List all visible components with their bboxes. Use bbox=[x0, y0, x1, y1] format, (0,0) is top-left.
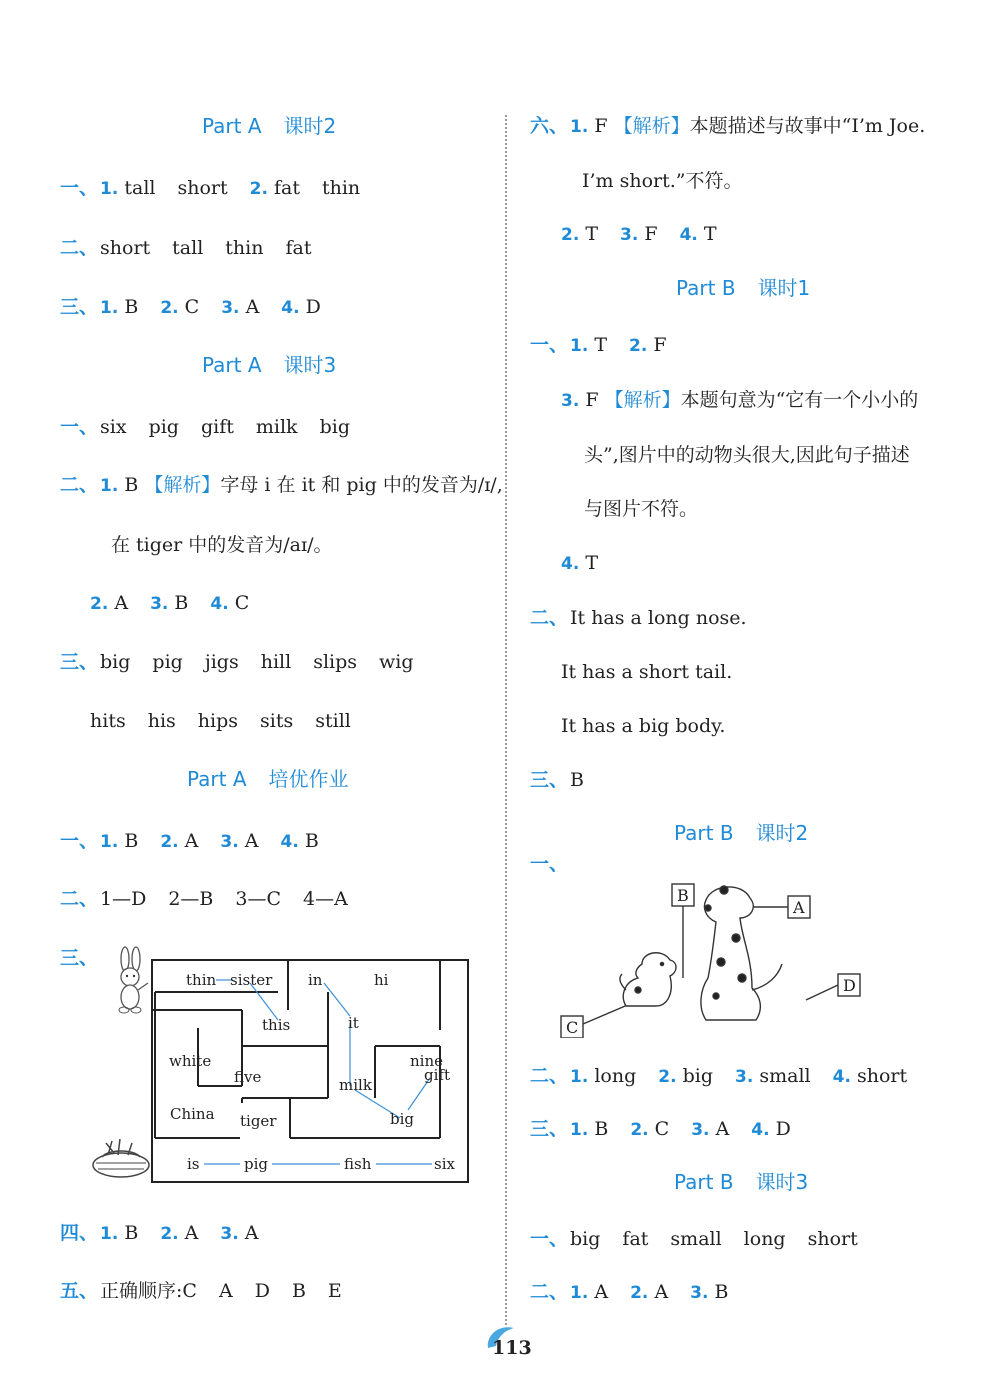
title-part: Part B bbox=[674, 821, 734, 845]
answer: T bbox=[594, 334, 608, 356]
answer: big bbox=[682, 1065, 714, 1087]
answer: A bbox=[114, 592, 129, 614]
title-part: Part A bbox=[187, 767, 247, 791]
answer: A bbox=[715, 1118, 730, 1140]
maze-word: is bbox=[187, 1155, 200, 1173]
answer-line bbox=[60, 176, 360, 201]
analysis-continuation: 在 tiger 中的发音为/aɪ/。 bbox=[111, 534, 333, 556]
word: sits bbox=[260, 710, 294, 732]
word: big bbox=[570, 1228, 601, 1250]
word: fat bbox=[622, 1228, 649, 1250]
page-number: 113 bbox=[492, 1337, 532, 1359]
answer-line bbox=[60, 887, 348, 911]
maze-word: milk bbox=[339, 1076, 372, 1094]
num: 1. bbox=[570, 336, 589, 356]
num: 3. bbox=[220, 1224, 239, 1244]
analysis-tag: 【解析】 bbox=[604, 389, 681, 411]
num: 2. bbox=[160, 298, 179, 318]
num: 2. bbox=[561, 225, 580, 245]
word: C bbox=[182, 1280, 197, 1302]
question-label: 六、 bbox=[530, 115, 569, 137]
question-label: 一、 bbox=[530, 1228, 569, 1250]
maze-word: six bbox=[434, 1155, 455, 1173]
analysis-continuation: 与图片不符。 bbox=[584, 498, 699, 520]
maze-word: white bbox=[169, 1052, 212, 1070]
word: short bbox=[100, 237, 151, 259]
answer: B bbox=[124, 296, 139, 318]
question-label: 二、 bbox=[530, 1065, 569, 1087]
answer-line bbox=[60, 415, 350, 439]
maze-word: big bbox=[390, 1110, 415, 1128]
word: gift bbox=[200, 416, 234, 438]
analysis-text: 本题描述与故事中“I’m Joe. bbox=[689, 115, 926, 137]
word: wig bbox=[379, 651, 414, 673]
answer-line bbox=[530, 606, 747, 630]
box-label: B bbox=[677, 886, 689, 905]
sentence: It has a long nose. bbox=[570, 607, 747, 629]
basket-icon bbox=[88, 1135, 154, 1181]
maze-word: thin bbox=[186, 971, 217, 989]
num: 1. bbox=[100, 832, 119, 852]
answer: B bbox=[304, 830, 319, 852]
answer: B bbox=[174, 592, 189, 614]
title-lesson: 课时2 bbox=[283, 114, 337, 138]
num: 3. bbox=[221, 298, 240, 318]
num: 4. bbox=[751, 1120, 770, 1140]
word: 4—A bbox=[303, 888, 348, 910]
num: 1. bbox=[100, 179, 119, 199]
title-lesson: 课时3 bbox=[283, 353, 337, 377]
answer-line bbox=[561, 222, 717, 247]
question-label: 三、 bbox=[530, 769, 569, 791]
answer-line bbox=[60, 1221, 258, 1246]
word: E bbox=[327, 1280, 342, 1302]
answer: B bbox=[594, 1118, 609, 1140]
maze-word: hi bbox=[374, 971, 389, 989]
num: 1. bbox=[100, 476, 119, 496]
column-divider bbox=[505, 115, 507, 1325]
question-label bbox=[530, 852, 570, 876]
title-part: Part B bbox=[674, 1170, 734, 1194]
word: fat bbox=[273, 177, 300, 199]
word: milk bbox=[255, 416, 298, 438]
num: 2. bbox=[249, 179, 268, 199]
box-label: A bbox=[793, 898, 805, 917]
word: small bbox=[670, 1228, 722, 1250]
analysis-text: 字母 i 在 it 和 pig 中的发音为/ɪ/, bbox=[220, 474, 503, 496]
maze-word: sister bbox=[230, 971, 273, 989]
analysis-continuation: I’m short.”不符。 bbox=[582, 170, 743, 192]
answer-line bbox=[90, 591, 249, 616]
word: thin bbox=[225, 237, 264, 259]
question-label: 二、 bbox=[60, 237, 99, 259]
num: 3. bbox=[220, 832, 239, 852]
word: still bbox=[315, 710, 351, 732]
num: 3. bbox=[735, 1067, 754, 1087]
num: 2. bbox=[160, 1224, 179, 1244]
word: tall bbox=[172, 237, 204, 259]
sentence: It has a big body. bbox=[561, 715, 726, 737]
word: B bbox=[291, 1280, 306, 1302]
answer: D bbox=[305, 296, 321, 318]
maze-word: this bbox=[262, 1016, 291, 1034]
dogs-diagram bbox=[556, 878, 866, 1038]
word: fat bbox=[285, 237, 312, 259]
word: 1—D bbox=[100, 888, 147, 910]
word: 2—B bbox=[168, 888, 214, 910]
num: 3. bbox=[150, 594, 169, 614]
question-label: 二、 bbox=[60, 474, 99, 496]
answer-line bbox=[60, 473, 503, 498]
section-title-partb-1 bbox=[676, 275, 810, 301]
answer: T bbox=[585, 223, 599, 245]
answer-line bbox=[530, 768, 584, 792]
section-title-partb-2 bbox=[674, 820, 808, 846]
answer-line bbox=[561, 388, 918, 413]
maze-word: pig bbox=[244, 1155, 269, 1173]
word: six bbox=[100, 416, 127, 438]
question-label: 一、 bbox=[60, 416, 99, 438]
answer-line bbox=[561, 551, 598, 576]
answer: T bbox=[585, 552, 599, 574]
title-lesson: 课时2 bbox=[755, 821, 809, 845]
question-label: 三、 bbox=[60, 296, 99, 318]
question-label: 二、 bbox=[530, 607, 569, 629]
word: hips bbox=[197, 710, 239, 732]
question-label: 三、 bbox=[530, 1118, 569, 1140]
num: 2. bbox=[630, 1283, 649, 1303]
sentence: It has a short tail. bbox=[561, 661, 733, 683]
answer: long bbox=[594, 1065, 637, 1087]
word: hits bbox=[90, 710, 126, 732]
num: 1. bbox=[570, 117, 589, 137]
order-label: 正确顺序: bbox=[100, 1280, 183, 1302]
num: 3. bbox=[691, 1120, 710, 1140]
title-part: Part A bbox=[202, 353, 262, 377]
num: 3. bbox=[690, 1283, 709, 1303]
answer-line bbox=[90, 709, 351, 733]
word: short bbox=[807, 1228, 858, 1250]
answer: F bbox=[594, 115, 608, 137]
answer: C bbox=[654, 1118, 670, 1140]
question-label: 一、 bbox=[530, 334, 569, 356]
title-lesson: 培优作业 bbox=[268, 767, 349, 791]
maze-word: gift bbox=[424, 1066, 450, 1084]
section-title-parta-2 bbox=[202, 113, 336, 139]
maze-word: five bbox=[234, 1068, 262, 1086]
answer: A bbox=[245, 296, 260, 318]
num: 4. bbox=[281, 298, 300, 318]
analysis-text: 本题句意为“它有一个小小的 bbox=[680, 389, 919, 411]
answer: A bbox=[244, 830, 259, 852]
num: 1. bbox=[100, 1224, 119, 1244]
maze-word: in bbox=[308, 971, 323, 989]
word: tall bbox=[124, 177, 156, 199]
num: 1. bbox=[570, 1067, 589, 1087]
word: pig bbox=[148, 416, 179, 438]
answer-line bbox=[60, 295, 321, 320]
num: 2. bbox=[90, 594, 109, 614]
answer: B bbox=[570, 769, 584, 791]
num: 2. bbox=[160, 832, 179, 852]
answer: F bbox=[585, 389, 599, 411]
answer: A bbox=[654, 1281, 669, 1303]
title-lesson: 课时1 bbox=[757, 276, 811, 300]
answer: B bbox=[714, 1281, 729, 1303]
word: short bbox=[177, 177, 228, 199]
analysis-tag: 【解析】 bbox=[144, 474, 221, 496]
answer: A bbox=[184, 830, 199, 852]
title-lesson: 课时3 bbox=[755, 1170, 809, 1194]
answer-line bbox=[60, 236, 311, 260]
num: 4. bbox=[561, 554, 580, 574]
question-label: 三、 bbox=[60, 651, 99, 673]
answer-line bbox=[530, 1227, 858, 1251]
section-title-parta-3 bbox=[202, 352, 336, 378]
analysis-continuation: 头”,图片中的动物头很大,因此句子描述 bbox=[584, 444, 910, 466]
question-label: 四、 bbox=[60, 1222, 99, 1244]
answer-line bbox=[60, 1279, 342, 1303]
page-number-badge bbox=[484, 1322, 538, 1362]
answer: F bbox=[644, 223, 658, 245]
num: 2. bbox=[629, 336, 648, 356]
section-title-parta-extra bbox=[187, 766, 349, 792]
word: big bbox=[319, 416, 350, 438]
question-label bbox=[60, 946, 100, 970]
question-label: 二、 bbox=[60, 888, 99, 910]
maze-word: it bbox=[348, 1014, 359, 1032]
num: 3. bbox=[620, 225, 639, 245]
answer-line bbox=[530, 114, 925, 139]
answer: short bbox=[856, 1065, 908, 1087]
maze-word: China bbox=[170, 1105, 215, 1123]
word: thin bbox=[321, 177, 361, 199]
question-label: 一、 bbox=[60, 177, 99, 199]
num: 1. bbox=[100, 298, 119, 318]
maze-word: nine bbox=[410, 1052, 443, 1070]
num: 1. bbox=[570, 1283, 589, 1303]
answer-line bbox=[530, 1117, 791, 1142]
answer-line bbox=[530, 1280, 728, 1305]
word: hill bbox=[260, 651, 292, 673]
question-label: 五、 bbox=[60, 1280, 99, 1302]
question-label: 一、 bbox=[60, 830, 99, 852]
question-label: 二、 bbox=[530, 1281, 569, 1303]
maze-word: tiger bbox=[240, 1112, 277, 1130]
answer: A bbox=[594, 1281, 609, 1303]
title-part: Part A bbox=[202, 114, 262, 138]
word: D bbox=[254, 1280, 270, 1302]
num: 4. bbox=[210, 594, 229, 614]
box-label: C bbox=[566, 1018, 579, 1037]
word: big bbox=[100, 651, 131, 673]
answer: C bbox=[184, 296, 200, 318]
num: 3. bbox=[561, 391, 580, 411]
word: long bbox=[743, 1228, 786, 1250]
answer-line bbox=[530, 1064, 907, 1089]
section-title-partb-3 bbox=[674, 1169, 808, 1195]
answer: T bbox=[703, 223, 717, 245]
question-label-text: 三、 bbox=[60, 947, 99, 969]
answer: F bbox=[653, 334, 667, 356]
num: 4. bbox=[679, 225, 698, 245]
answer-line bbox=[530, 333, 667, 358]
num: 1. bbox=[570, 1120, 589, 1140]
maze-diagram bbox=[150, 958, 470, 1186]
question-label-text: 一、 bbox=[530, 853, 569, 875]
answer: B bbox=[124, 474, 139, 496]
num: 2. bbox=[658, 1067, 677, 1087]
word: his bbox=[147, 710, 176, 732]
num: 4. bbox=[280, 832, 299, 852]
word: 3—C bbox=[235, 888, 282, 910]
analysis-tag: 【解析】 bbox=[613, 115, 690, 137]
num: 4. bbox=[832, 1067, 851, 1087]
num: 2. bbox=[630, 1120, 649, 1140]
box-label: D bbox=[843, 976, 856, 995]
answer: B bbox=[124, 830, 139, 852]
word: slips bbox=[313, 651, 358, 673]
answer: A bbox=[244, 1222, 259, 1244]
answer: A bbox=[184, 1222, 199, 1244]
maze-word: fish bbox=[344, 1155, 372, 1173]
title-part: Part B bbox=[676, 276, 736, 300]
answer-line bbox=[60, 650, 414, 674]
answer: small bbox=[759, 1065, 811, 1087]
word: jigs bbox=[204, 651, 239, 673]
answer: D bbox=[775, 1118, 791, 1140]
word: pig bbox=[152, 651, 183, 673]
answer-line bbox=[60, 829, 319, 854]
word: A bbox=[218, 1280, 233, 1302]
answer: C bbox=[234, 592, 250, 614]
answer: B bbox=[124, 1222, 139, 1244]
